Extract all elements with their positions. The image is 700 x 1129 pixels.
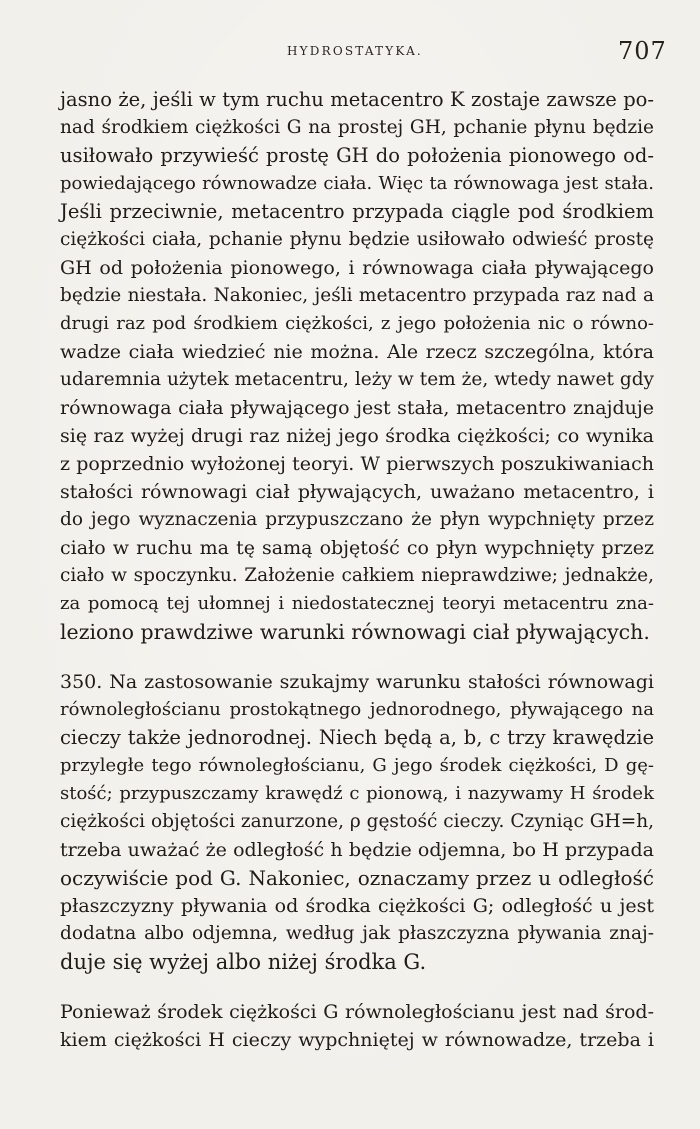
text-line: duje się wyżej albo niżej środka G. xyxy=(60,950,427,974)
text-line: równoległościanu prostokątnego jednorodnego, pływającego na xyxy=(60,699,654,720)
text-line: się raz wyżej drugi raz niżej jego środka ciężkości; co wynika xyxy=(60,425,654,447)
page-number: 707 xyxy=(618,37,667,65)
running-head-title: HYDROSTATYKA. xyxy=(287,44,423,58)
text-line: wadze ciała wiedzieć nie można. Ale rzecz szczególna, która xyxy=(60,341,654,363)
text-line: kiem ciężkości H cieczy wypchniętej w równowadze, trzeba i xyxy=(60,1029,654,1051)
text-line: stość; przypuszczamy krawędź c pionową, i nazywamy H środek xyxy=(60,783,654,804)
text-line: leziono prawdziwe warunki równowagi ciał pływających. xyxy=(60,620,650,644)
text-line: za pomocą tej ułomnej i niedostatecznej teoryi metacentru zna- xyxy=(60,593,654,614)
text-line: ciężkości ciała, pchanie płynu będzie usiłowało odwieść prostę xyxy=(60,229,654,250)
text-line: stałości równowagi ciał pływających, uważano metacentro, i xyxy=(60,481,654,503)
text-line: nad środkiem ciężkości G na prostej GH, pchanie płynu będzie xyxy=(60,117,654,138)
text-line: z poprzednio wyłożonej teoryi. W pierwszych poszukiwaniach xyxy=(60,453,654,475)
text-line: cieczy także jednorodnej. Niech będą a, b, c trzy krawędzie xyxy=(60,726,654,749)
text-line: Ponieważ środek ciężkości G równoległościanu jest nad środ- xyxy=(60,1001,654,1023)
text-line: usiłowało przywieść prostę GH do położenia pionowego od- xyxy=(60,144,654,167)
text-line: powiedającego równowadze ciała. Więc ta równowaga jest stała. xyxy=(60,173,654,194)
text-line: będzie niestała. Nakoniec, jeśli metacentro przypada raz nad a xyxy=(60,285,654,306)
text-line: jasno że, jeśli w tym ruchu metacentro K zostaje zawsze po- xyxy=(60,88,654,111)
text-line: drugi raz pod środkiem ciężkości, z jego położenia nic o równo- xyxy=(60,313,654,334)
text-line: ciało w ruchu ma tę samą objętość co płyn wypchnięty przez xyxy=(60,537,654,559)
text-line: płaszczyzny pływania od środka ciężkości G; odległość u jest xyxy=(60,895,654,917)
text-line: 350. Na zastosowanie szukajmy warunku stałości równowagi xyxy=(60,671,654,693)
text-line: równowaga ciała pływającego jest stała, metacentro znajduje xyxy=(60,397,654,419)
text-line: oczywiście pod G. Nakoniec, oznaczamy przez u odległość xyxy=(60,866,654,890)
text-line: trzeba uważać że odległość h będzie odjemna, bo H przypada xyxy=(60,839,654,861)
text-line: ciało w spoczynku. Założenie całkiem nieprawdziwe; jednakże, xyxy=(60,565,654,586)
text-line: Jeśli przeciwnie, metacentro przypada ciągle pod środkiem xyxy=(60,200,654,223)
text-line: GH od położenia pionowego, i równowaga ciała pływającego xyxy=(60,257,654,279)
text-line: przyległe tego równoległościanu, G jego środek ciężkości, D gę- xyxy=(60,755,654,776)
text-line: dodatna albo odjemna, według jak płaszczyzna pływania znaj- xyxy=(60,923,654,944)
text-line: ciężkości objętości zanurzone, ρ gęstość cieczy. Czyniąc GH=h, xyxy=(60,811,654,832)
text-line: udaremnia użytek metacentru, leży w tem że, wtedy nawet gdy xyxy=(60,369,654,390)
text-line: do jego wyznaczenia przypuszczano że płyn wypchnięty przez xyxy=(60,509,654,530)
